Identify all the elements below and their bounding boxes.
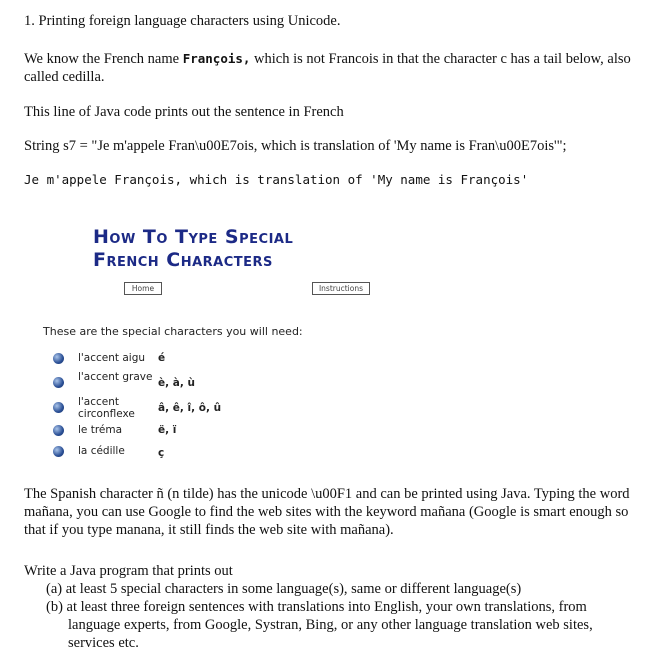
instructions-button[interactable]: Instructions [312,282,370,295]
title-line-1: How To Type Special [93,226,294,248]
assignment-item-a: (a) at least 5 special characters in some language(s), same or different language(s) [46,581,522,597]
section-heading: 1. Printing foreign language characters using Unicode. [24,13,341,29]
para1-after: which is not Francois in that the character c has a tail below, also called cedilla. [24,51,631,85]
char-name: l'accent aigu [78,352,146,364]
char-values: ç [158,447,165,459]
cedilla-paragraph [24,50,634,86]
char-name: le tréma [78,424,123,436]
bullet-icon [53,446,64,457]
assignment-intro: Write a Java program that prints out [24,563,233,579]
char-values: è, à, ù [158,377,195,389]
char-values: â, ê, î, ô, û [158,402,222,414]
francois-name: François, [182,51,251,66]
home-button[interactable]: Home [124,282,162,295]
java-intro-paragraph: This line of Java code prints out the sentence in French [24,104,344,120]
embedded-image-title [93,226,293,272]
bullet-icon [53,353,64,364]
para1-before: We know the French name [24,51,183,67]
char-name: l'accent circonflexe [78,396,135,420]
char-values: é [158,352,166,364]
title-line-2: French Characters [93,249,273,271]
bullet-icon [53,425,64,436]
char-values: ë, ï [158,424,177,436]
program-output: Je m'appele François, which is translation of 'My name is François' [24,172,529,187]
java-code-line: String s7 = "Je m'appele Fran\u00E7ois, which is translation of 'My name is Fran\u00E7ois'"; [24,138,567,154]
spanish-tilde-paragraph: The Spanish character ñ (n tilde) has the unicode \u00F1 and can be printed using Java. Typing the word mañana, you can use Google to find the web sites with the keyword mañana (Google is smart enough so that if you type manana, it still finds the web site with mañana). [24,486,630,538]
char-name: la cédille [78,445,125,457]
need-characters-label: These are the special characters you will need: [43,325,303,338]
char-name: l'accent grave [78,371,153,383]
bullet-icon [53,402,64,413]
assignment-item-b: (b) at least three foreign sentences with translations into English, your own translations, from language experts, from Google, Systran, Bing, or any other language translation web sites, services etc. [46,599,593,651]
bullet-icon [53,377,64,388]
